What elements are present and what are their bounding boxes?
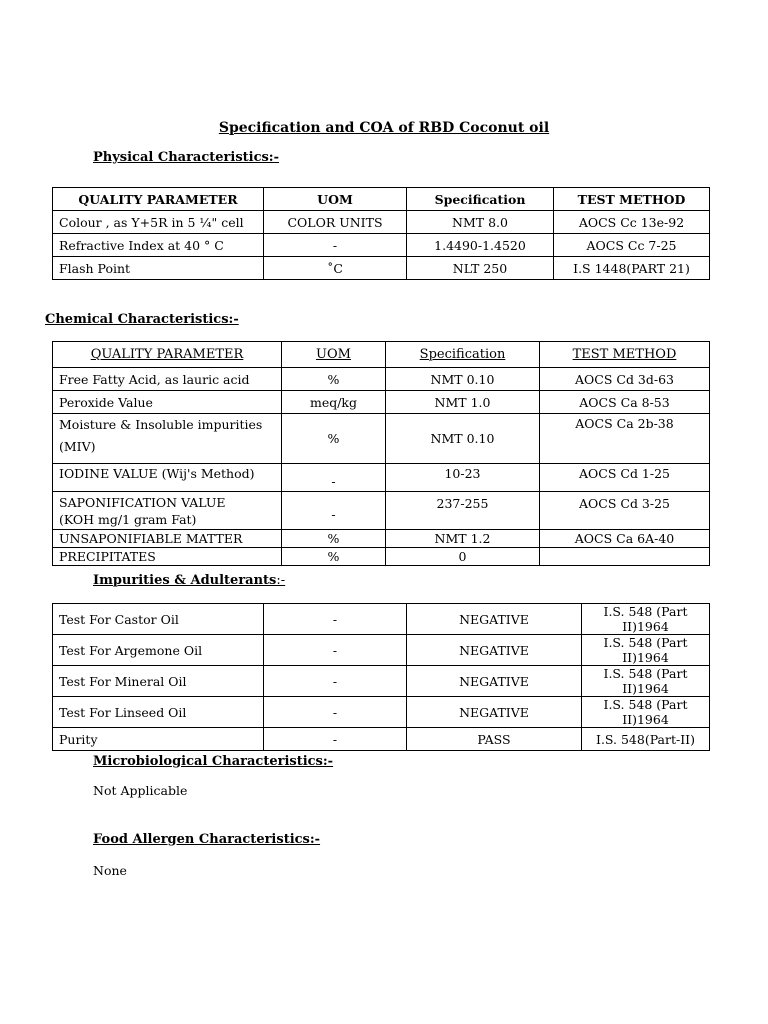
column-header: QUALITY PARAMETER [53, 188, 264, 211]
table-cell: I.S 1448(PART 21) [554, 257, 710, 280]
table-cell: UNSAPONIFIABLE MATTER [53, 530, 282, 548]
table-row [53, 697, 710, 728]
table-cell: meq/kg [282, 391, 386, 414]
table-cell: 237-255 [386, 492, 540, 530]
table-cell: - [264, 635, 407, 666]
table-cell: I.S. 548 (Part II)1964 [582, 666, 710, 697]
table-row [53, 391, 710, 414]
table-cell: - [282, 492, 386, 530]
table-cell: 10-23 [386, 464, 540, 492]
table-row [53, 635, 710, 666]
table-cell: - [264, 604, 407, 635]
table-cell: - [264, 666, 407, 697]
table-cell: AOCS Cc 7-25 [554, 234, 710, 257]
column-header: UOM [282, 342, 386, 368]
impurities-table [52, 603, 710, 751]
table-row [53, 492, 710, 530]
table-cell: Colour , as Y+5R in 5 ¼" cell [53, 211, 264, 234]
table-cell: NMT 0.10 [386, 414, 540, 464]
table-cell: Test For Castor Oil [53, 604, 264, 635]
table-row [53, 548, 710, 566]
table-cell: Test For Mineral Oil [53, 666, 264, 697]
table-cell: Peroxide Value [53, 391, 282, 414]
table-cell: % [282, 368, 386, 391]
table-cell: NEGATIVE [407, 697, 582, 728]
table-cell: AOCS Cd 3d-63 [540, 368, 710, 391]
microbiological-value: Not Applicable [93, 783, 188, 798]
physical-table [52, 187, 710, 280]
table-cell: Test For Argemone Oil [53, 635, 264, 666]
table-cell: AOCS Ca 8-53 [540, 391, 710, 414]
table-cell: I.S. 548(Part-II) [582, 728, 710, 751]
table-cell: AOCS Cd 3-25 [540, 492, 710, 530]
table-cell: Flash Point [53, 257, 264, 280]
cell-line: Moisture & Insoluble impurities [59, 417, 263, 432]
microbiological-heading: Microbiological Characteristics:- [93, 754, 334, 769]
table-cell: 0 [386, 548, 540, 566]
table-row [53, 530, 710, 548]
physical-heading: Physical Characteristics:- [93, 150, 280, 165]
table-row [53, 414, 710, 464]
table-cell: % [282, 414, 386, 464]
table-cell: Refractive Index at 40 ° C [53, 234, 264, 257]
chemical-table [52, 341, 710, 566]
table-cell: NEGATIVE [407, 635, 582, 666]
table-cell: NMT 1.0 [386, 391, 540, 414]
cell-line: (KOH mg/1 gram Fat) [59, 511, 197, 527]
table-cell: NMT 8.0 [407, 211, 554, 234]
cell-line: SAPONIFICATION VALUE [59, 494, 226, 510]
table-cell: NMT 0.10 [386, 368, 540, 391]
table-cell: - [264, 234, 407, 257]
table-cell: PRECIPITATES [53, 548, 282, 566]
column-header: UOM [264, 188, 407, 211]
table-row [53, 234, 710, 257]
table-row [53, 666, 710, 697]
table-cell: AOCS Cd 1-25 [540, 464, 710, 492]
table-cell: COLOR UNITS [264, 211, 407, 234]
table-cell: NLT 250 [407, 257, 554, 280]
table-cell: PASS [407, 728, 582, 751]
table-cell: AOCS Cc 13e-92 [554, 211, 710, 234]
table-cell: - [264, 728, 407, 751]
allergen-value: None [93, 863, 127, 878]
table-cell [540, 548, 710, 566]
table-row [53, 464, 710, 492]
table-cell: 1.4490-1.4520 [407, 234, 554, 257]
table-row [53, 368, 710, 391]
document-title: Specification and COA of RBD Coconut oil [218, 120, 550, 136]
impurities-heading-line [93, 573, 285, 588]
table-row [53, 728, 710, 751]
table-cell: NMT 1.2 [386, 530, 540, 548]
table-cell: % [282, 548, 386, 566]
table-cell: Test For Linseed Oil [53, 697, 264, 728]
column-header: Specification [407, 188, 554, 211]
table-row [53, 604, 710, 635]
chemical-heading: Chemical Characteristics:- [45, 312, 239, 327]
table-cell: AOCS Ca 2b-38 [540, 414, 710, 464]
table-cell: Free Fatty Acid, as lauric acid [53, 368, 282, 391]
table-cell: I.S. 548 (Part II)1964 [582, 604, 710, 635]
table-cell: NEGATIVE [407, 666, 582, 697]
impurities-heading: Impurities & Adulterants [93, 573, 277, 588]
cell-line: (MIV) [59, 439, 96, 454]
table-cell: I.S. 548 (Part II)1964 [582, 635, 710, 666]
impurities-heading-suffix: :- [276, 573, 286, 588]
column-header: TEST METHOD [554, 188, 710, 211]
column-header: Specification [386, 342, 540, 368]
table-cell: - [282, 464, 386, 492]
table-cell [53, 414, 282, 464]
column-header: QUALITY PARAMETER [53, 342, 282, 368]
allergen-heading: Food Allergen Characteristics:- [93, 832, 321, 847]
table-cell: ˚C [264, 257, 407, 280]
table-cell [53, 492, 282, 530]
table-cell: I.S. 548 (Part II)1964 [582, 697, 710, 728]
table-header-row [53, 188, 710, 211]
table-row [53, 211, 710, 234]
table-cell: Purity [53, 728, 264, 751]
table-cell: AOCS Ca 6A-40 [540, 530, 710, 548]
table-header-row [53, 342, 710, 368]
table-row [53, 257, 710, 280]
column-header: TEST METHOD [540, 342, 710, 368]
table-cell: - [264, 697, 407, 728]
table-cell: % [282, 530, 386, 548]
table-cell: NEGATIVE [407, 604, 582, 635]
table-cell: IODINE VALUE (Wij's Method) [53, 464, 282, 492]
